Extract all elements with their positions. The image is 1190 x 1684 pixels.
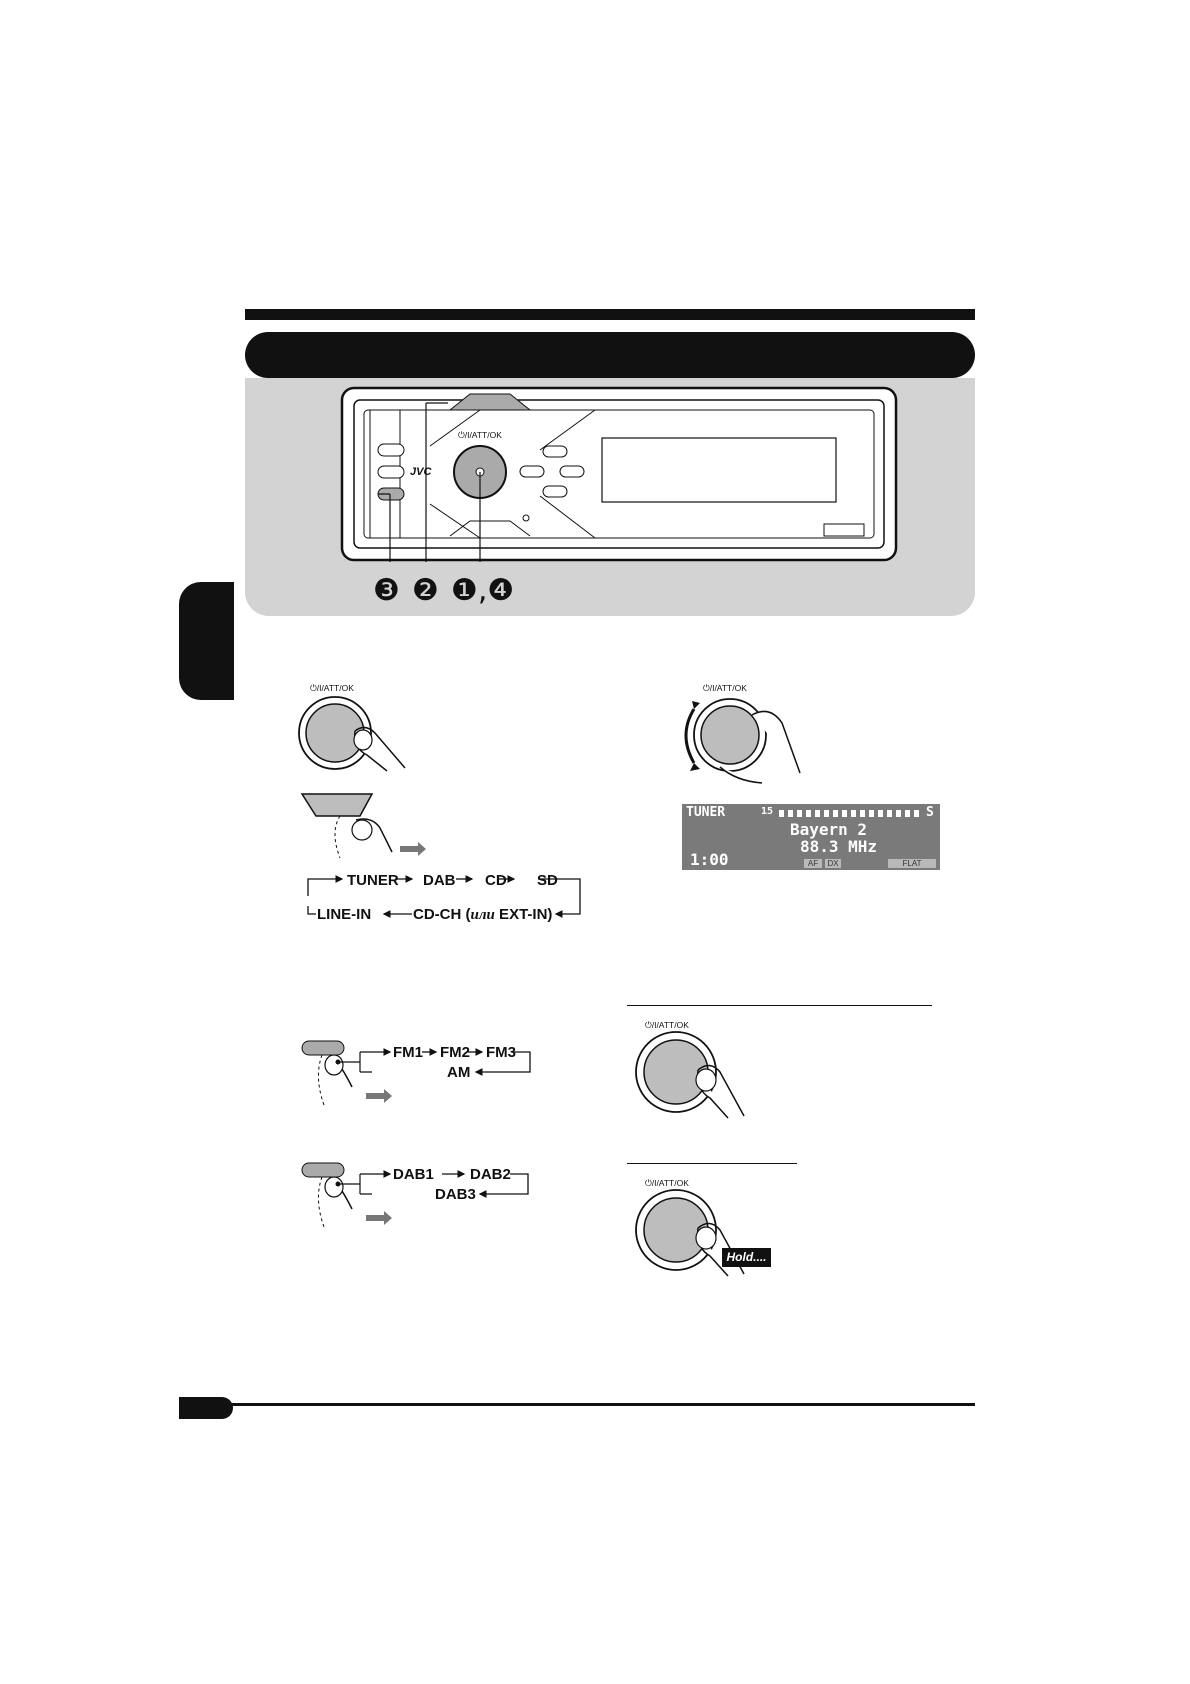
hold-badge: Hold....	[722, 1248, 771, 1267]
panel-button	[378, 444, 404, 456]
page-number-tab	[179, 1397, 233, 1419]
top-rule	[245, 309, 975, 320]
attenuate-knob-illustration	[630, 1030, 750, 1120]
band-fm1: FM1	[393, 1044, 423, 1061]
band-fm2: FM2	[440, 1044, 470, 1061]
lcd-display	[682, 804, 940, 870]
source-cd: CD	[485, 872, 507, 889]
lcd-source: TUNER	[686, 805, 726, 820]
source-button-illustration	[300, 792, 430, 862]
source-tuner: TUNER	[347, 872, 399, 889]
callout-1-4: ❶,❹	[451, 573, 515, 608]
band-am: AM	[447, 1064, 471, 1081]
band-dab1: DAB1	[393, 1166, 434, 1183]
power-off-heading-rule	[627, 1163, 797, 1164]
lcd-frequency: 88.3 MHz	[800, 837, 878, 856]
source-sd: SD	[537, 872, 558, 889]
source-cd-ch-ext-in: CD-CH (или EXT-IN)	[413, 906, 553, 923]
press-knob-illustration	[295, 693, 415, 773]
rotate-knob-illustration	[670, 693, 810, 793]
attenuate-knob-label: ⏻/I/ATT/OK	[645, 1020, 689, 1030]
bottom-rule	[179, 1403, 975, 1406]
source-dab: DAB	[423, 872, 456, 889]
lcd-chip-flat: FLAT	[888, 859, 936, 868]
callout-2: ❷	[412, 573, 439, 608]
brand-logo: JVC	[410, 466, 432, 478]
panel-knob-label: ⏻/I/ATT/OK	[458, 430, 502, 440]
language-side-tab	[179, 582, 234, 700]
band-dab3: DAB3	[435, 1186, 476, 1203]
panel-display	[602, 438, 836, 502]
callout-3: ❸	[373, 573, 400, 608]
lcd-level: 15	[761, 806, 774, 817]
band-dab2: DAB2	[470, 1166, 511, 1183]
lcd-chip-af: AF	[804, 859, 822, 868]
volume-knob-label: ⏻/I/ATT/OK	[703, 683, 747, 693]
lcd-level-bar	[779, 810, 919, 817]
lcd-station: Bayern 2	[790, 820, 868, 839]
power-off-knob-label: ⏻/I/ATT/OK	[645, 1178, 689, 1188]
step1-knob-label: ⏻/I/ATT/OK	[310, 683, 354, 693]
panel-button	[378, 466, 404, 478]
attenuate-heading-rule	[627, 1005, 932, 1006]
lcd-time: 1:00	[690, 850, 729, 869]
band-fm3: FM3	[486, 1044, 516, 1061]
source-line-in: LINE-IN	[317, 906, 372, 923]
section-title-bar	[245, 332, 975, 378]
lcd-tail: S	[926, 805, 934, 820]
lcd-chip-dx: DX	[825, 859, 841, 868]
